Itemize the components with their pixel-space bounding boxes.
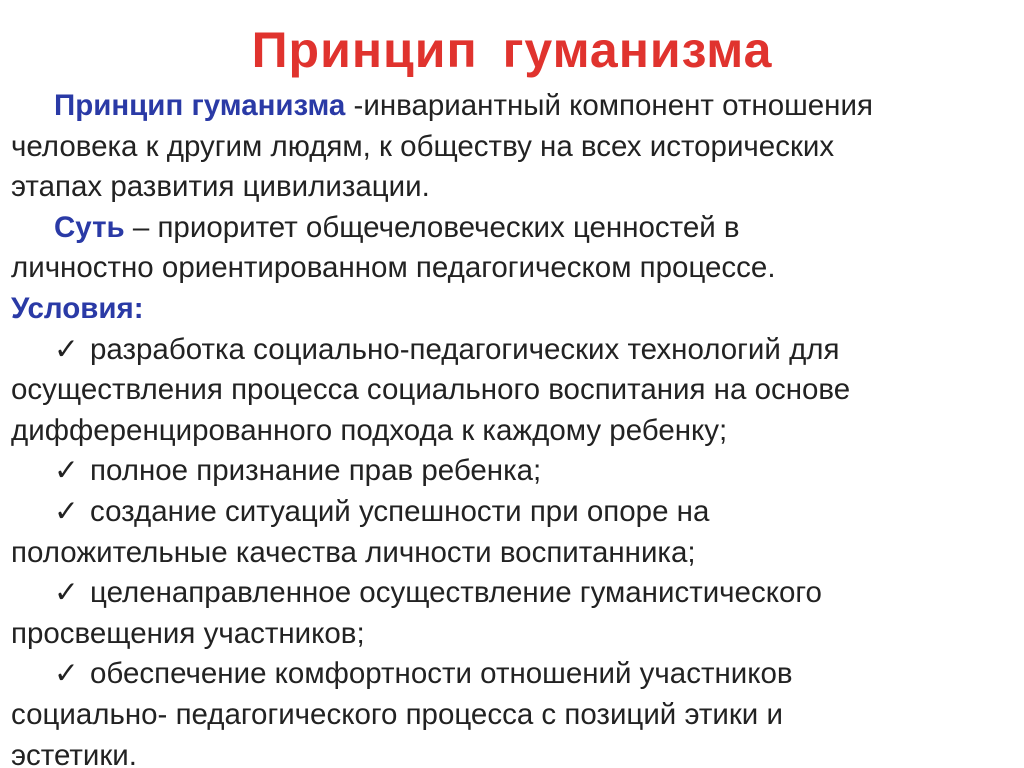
- condition-item-5-first: обеспечение комфортности отношений участников: [90, 657, 793, 691]
- intro-line-1: [11, 86, 1011, 127]
- check-icon: ✓: [54, 657, 79, 691]
- condition-item-1-first: разработка социально-педагогических технологий для: [90, 332, 840, 366]
- condition-item-1-line-3: дифференцированного подхода к каждому ребенку;: [11, 413, 728, 447]
- slide-title: Принцип гуманизма: [251, 22, 773, 78]
- condition-item-4-line-2: просвещения участников;: [11, 616, 365, 650]
- condition-item-4-first: целенаправленное осуществление гуманистического: [90, 576, 822, 610]
- condition-item-2: [11, 451, 1011, 492]
- condition-item-3-line-2: положительные качества личности воспитанника;: [11, 535, 696, 569]
- condition-item-5-line-2: социально- педагогического процесса с позиций этики и: [11, 697, 783, 731]
- condition-item-1: [11, 330, 1011, 371]
- intro-line-1-rest: -инвариантный компонент отношения: [345, 89, 873, 122]
- conditions-heading: Условия:: [11, 291, 144, 325]
- essence-line-1: [11, 208, 1011, 249]
- intro-term: Принцип гуманизма: [54, 89, 346, 122]
- condition-item-4: [11, 573, 1011, 614]
- condition-item-3: [11, 492, 1011, 533]
- intro-line-3: этапах развития цивилизации.: [11, 170, 430, 204]
- essence-line-2: личностно ориентированном педагогическом процессе.: [11, 251, 776, 285]
- intro-line-2: человека к другим людям, к обществу на всех исторических: [11, 129, 835, 163]
- slide-body: [11, 86, 1011, 768]
- check-icon: ✓: [54, 332, 79, 366]
- essence-line-1-rest: – приоритет общечеловеческих ценностей в: [124, 210, 740, 244]
- condition-item-5-line-3: эстетики.: [11, 738, 137, 768]
- check-icon: ✓: [54, 576, 79, 610]
- check-icon: ✓: [54, 494, 79, 528]
- check-icon: ✓: [54, 454, 79, 488]
- condition-item-1-line-2: осуществления процесса социального воспитания на основе: [11, 373, 851, 407]
- essence-term: Суть: [54, 210, 125, 244]
- condition-item-3-first: создание ситуаций успешности при опоре на: [90, 494, 710, 528]
- condition-item-2-first: полное признание прав ребенка;: [90, 454, 542, 488]
- condition-item-5: [11, 654, 1011, 695]
